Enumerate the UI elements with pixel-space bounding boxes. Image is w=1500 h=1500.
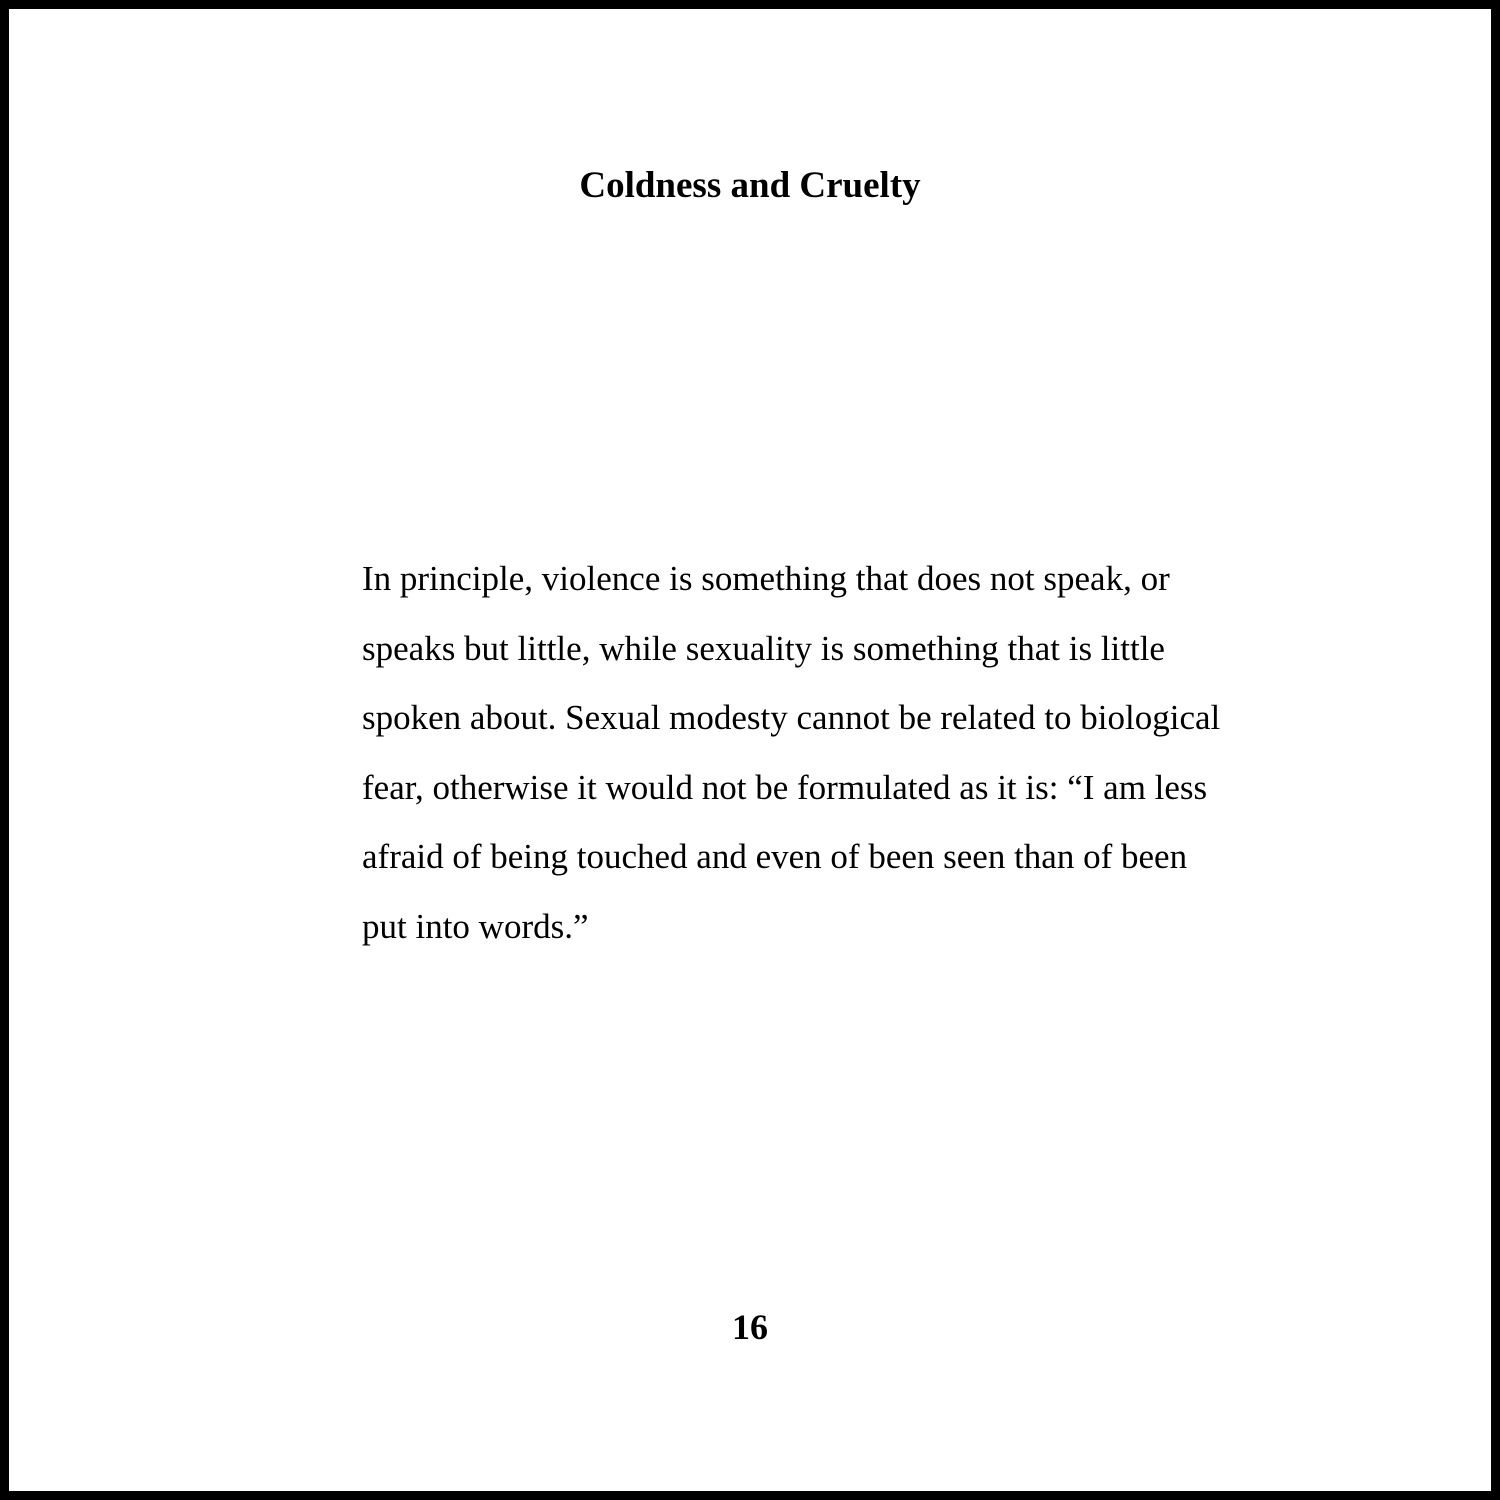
document-page bbox=[9, 9, 1491, 1491]
paragraph-line: In principle, violence is something that does not speak, or bbox=[362, 559, 1170, 598]
page-title: Coldness and Cruelty bbox=[579, 165, 921, 206]
body-paragraph bbox=[362, 555, 1322, 972]
paragraph-line: put into words.” bbox=[362, 906, 589, 946]
paragraph-line: fear, otherwise it would not be formulated as it is: “I am less bbox=[362, 767, 1208, 807]
paragraph-line: speaks but little, while sexuality is something that is little bbox=[362, 628, 1165, 668]
paragraph-line: spoken about. Sexual modesty cannot be related to biological bbox=[362, 698, 1221, 737]
paragraph-line: afraid of being touched and even of been seen than of been bbox=[362, 837, 1188, 876]
page-number: 16 bbox=[732, 1307, 768, 1347]
